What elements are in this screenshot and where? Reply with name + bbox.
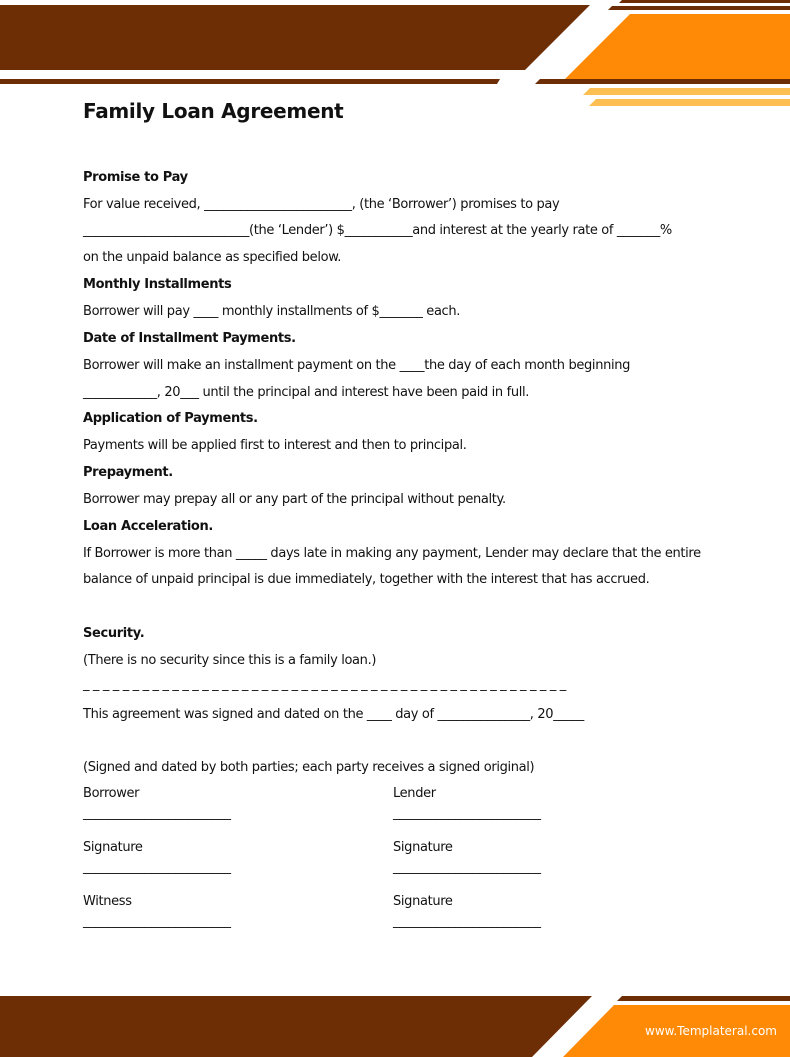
signing-note: (Signed and dated by both parties; each party receives a signed original) (83, 760, 535, 775)
witness-signature-label: Signature (393, 894, 453, 909)
borrower-signature-label: Signature (83, 840, 143, 855)
header-decoration (0, 0, 790, 110)
acceleration-line-1: If Borrower is more than _____ days late in making any payment, Lender may declare that the entire (83, 546, 701, 561)
date-line-2: ____________, 20___ until the principal and interest have been paid in full. (83, 385, 530, 400)
dashed-separator: _ _ _ _ _ _ _ _ _ _ _ _ _ _ _ _ _ _ _ _ _ _ _ _ _ _ _ _ _ _ _ _ _ _ _ _ _ _ _ _ _ _ _ _ _ _ _ _ _ (83, 677, 566, 692)
heading-promise-to-pay: Promise to Pay (83, 170, 188, 185)
heading-date-of-installment-payments: Date of Installment Payments. (83, 331, 296, 346)
document-title: Family Loan Agreement (83, 99, 344, 123)
promise-line-3: on the unpaid balance as specified below. (83, 250, 342, 265)
monthly-line-1: Borrower will pay ____ monthly installments of $_______ each. (83, 304, 461, 319)
borrower-line: ________________________ (83, 806, 231, 821)
signed-dated-line: This agreement was signed and dated on the ____ day of _______________, 20_____ (83, 707, 584, 722)
heading-prepayment: Prepayment. (83, 465, 173, 480)
lender-signature-line: ________________________ (393, 860, 541, 875)
prepayment-line-1: Borrower may prepay all or any part of the principal without penalty. (83, 492, 506, 507)
witness-label: Witness (83, 894, 132, 909)
lender-line: ________________________ (393, 806, 541, 821)
borrower-label: Borrower (83, 786, 140, 801)
promise-line-2: ___________________________(the ‘Lender’) $___________and interest at the yearly rate of _______% (83, 223, 672, 238)
witness-signature-line: ________________________ (393, 914, 541, 929)
lender-label: Lender (393, 786, 436, 801)
lender-signature-label: Signature (393, 840, 453, 855)
heading-security: Security. (83, 626, 145, 641)
footer-website: www.Templateral.com (645, 1024, 777, 1038)
borrower-signature-line: ________________________ (83, 860, 231, 875)
promise-line-1: For value received, ________________________, (the ‘Borrower’) promises to pay (83, 197, 560, 212)
heading-loan-acceleration: Loan Acceleration. (83, 519, 214, 534)
witness-line: ________________________ (83, 914, 231, 929)
application-line-1: Payments will be applied first to interest and then to principal. (83, 438, 467, 453)
heading-application-of-payments: Application of Payments. (83, 411, 258, 426)
date-line-1: Borrower will make an installment payment on the ____the day of each month beginning (83, 358, 631, 373)
security-line-1: (There is no security since this is a family loan.) (83, 653, 377, 668)
heading-monthly-installments: Monthly Installments (83, 277, 232, 292)
acceleration-line-2: balance of unpaid principal is due immediately, together with the interest that has accrued. (83, 572, 650, 587)
